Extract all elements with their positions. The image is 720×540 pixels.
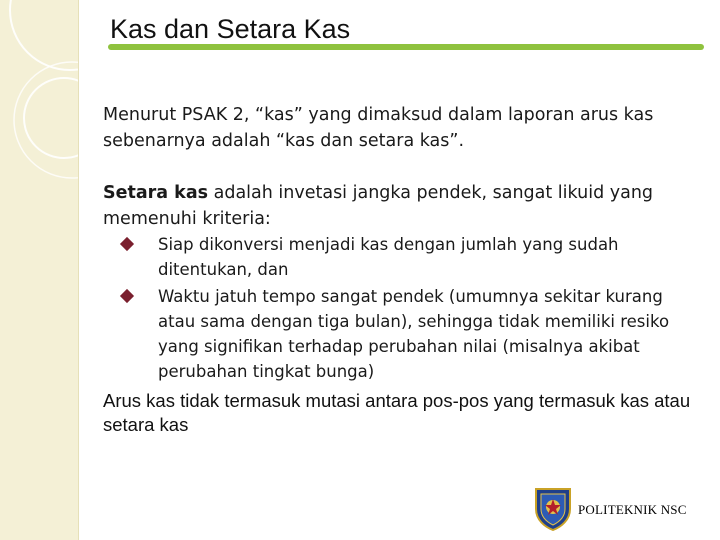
title-underline [108, 44, 704, 50]
decorative-side-band [0, 0, 79, 540]
definition-term: Setara kas [103, 183, 209, 203]
diamond-bullet-icon [120, 289, 134, 303]
list-item-text: Waktu jatuh tempo sangat pendek (umumnya sekitar kurang atau sama dengan tiga bulan), sehingga tidak memiliki resiko yang signifikan terhadap perubahan nilai (misalnya akibat perubahan tingkat bunga) [158, 287, 670, 381]
slide-title: Kas dan Setara Kas [110, 14, 351, 44]
institution-name: POLITEKNIK NSC [578, 502, 687, 517]
decorative-circles [0, 0, 78, 540]
definition-text: adalah invetasi jangka pendek, sangat likuid yang memenuhi kriteria: [103, 183, 654, 229]
definition-paragraph [103, 180, 693, 232]
intro-paragraph: Menurut PSAK 2, “kas” yang dimaksud dalam laporan arus kas sebenarnya adalah “kas dan setara kas”. [103, 105, 654, 151]
criteria-list [118, 232, 698, 386]
list-item [118, 284, 698, 384]
list-item [118, 232, 698, 282]
list-item-text: Siap dikonversi menjadi kas dengan jumlah yang sudah ditentukan, dan [158, 235, 619, 279]
closing-paragraph: Arus kas tidak termasuk mutasi antara pos-pos yang termasuk kas atau setara kas [103, 390, 691, 435]
diamond-bullet-icon [120, 237, 134, 251]
shield-emblem-icon [534, 487, 572, 531]
